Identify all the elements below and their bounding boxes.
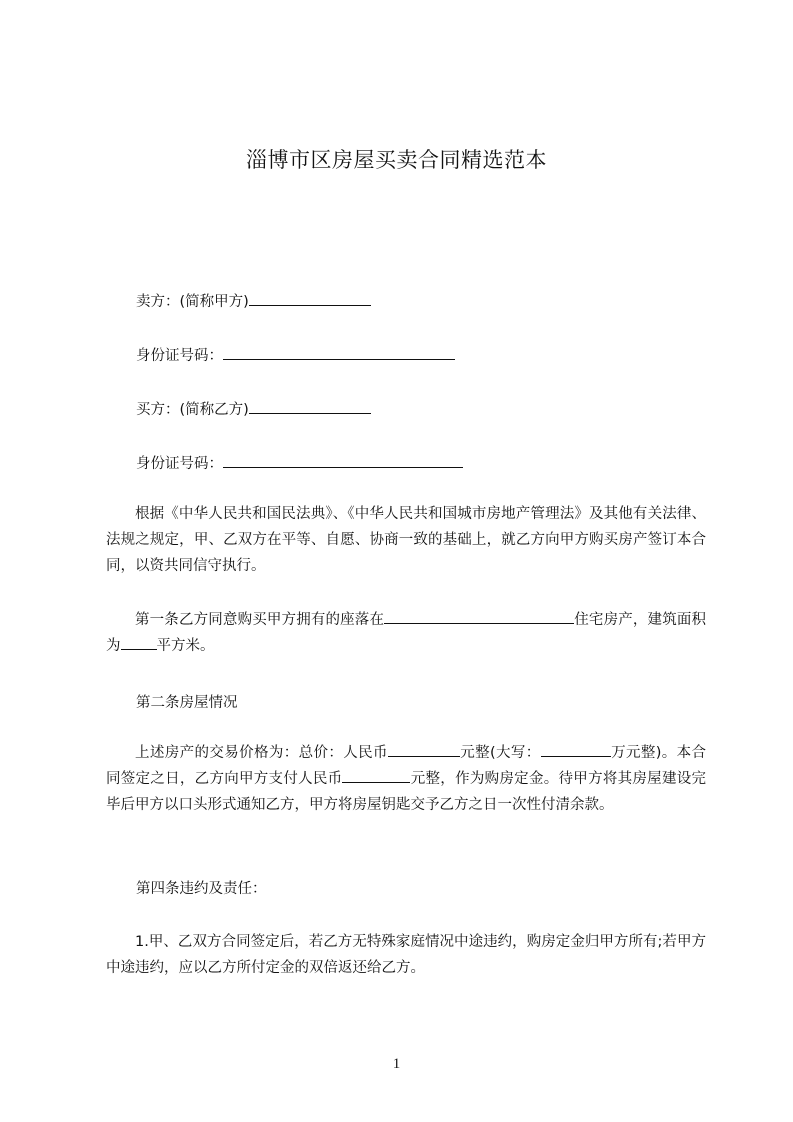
price-text-b: 元整(大写： [459,745,541,761]
article-4-heading: 第四条违约及责任： [136,881,267,897]
seller-id-label: 身份证号码： [136,348,223,364]
deposit-blank [342,768,410,783]
buyer-id-line [136,452,463,473]
intro-paragraph: 根据《中华人民共和国民法典》、《中华人民共和国城市房地产管理法》及其他有关法律、法规之规定，甲、乙双方在平等、自愿、协商一致的基础上，就乙方向甲方购买房产签订本合同，以资共同信守执行。 [106,506,706,574]
seller-blank [249,291,371,306]
price-paragraph [106,740,706,818]
article-1-text-c: 平方米。 [156,638,215,654]
area-blank [121,635,157,650]
price-text-c: 万元整)。本合同签定之日，乙方向甲方支付人民币 [106,745,706,787]
price-blank [388,742,460,757]
seller-id-line [136,344,455,365]
seller-line [136,290,371,311]
article-1-text-b: 住宅房产，建筑面积为 [106,612,707,654]
seller-id-blank [223,345,455,360]
price-uppercase-blank [541,742,611,757]
price-text-d: 元整，作为购房定金。待甲方将其房屋建设完毕后甲方以口头形式通知乙方，甲方将房屋钥匙交予乙方之日一次性付清余款。 [106,771,707,813]
article-1 [106,607,706,659]
article-2-heading: 第二条房屋情况 [136,695,238,711]
buyer-id-blank [223,453,463,468]
document-title: 淄博市区房屋买卖合同精选范本 [246,148,547,172]
price-text-a: 上述房产的交易价格为：总价：人民币 [135,745,388,761]
clause-1: 1.甲、乙双方合同签定后，若乙方无特殊家庭情况中途违约，购房定金归甲方所有;若甲方中途违约，应以乙方所付定金的双倍返还给乙方。 [106,934,706,976]
buyer-label: 买方：(简称乙方) [136,402,249,418]
buyer-id-label: 身份证号码： [136,456,223,472]
page-number: 1 [392,1056,401,1072]
location-blank [384,609,574,624]
buyer-blank [249,399,371,414]
article-1-text-a: 第一条乙方同意购买甲方拥有的座落在 [135,612,385,628]
seller-label: 卖方：(简称甲方) [136,294,249,310]
buyer-line [136,398,371,419]
